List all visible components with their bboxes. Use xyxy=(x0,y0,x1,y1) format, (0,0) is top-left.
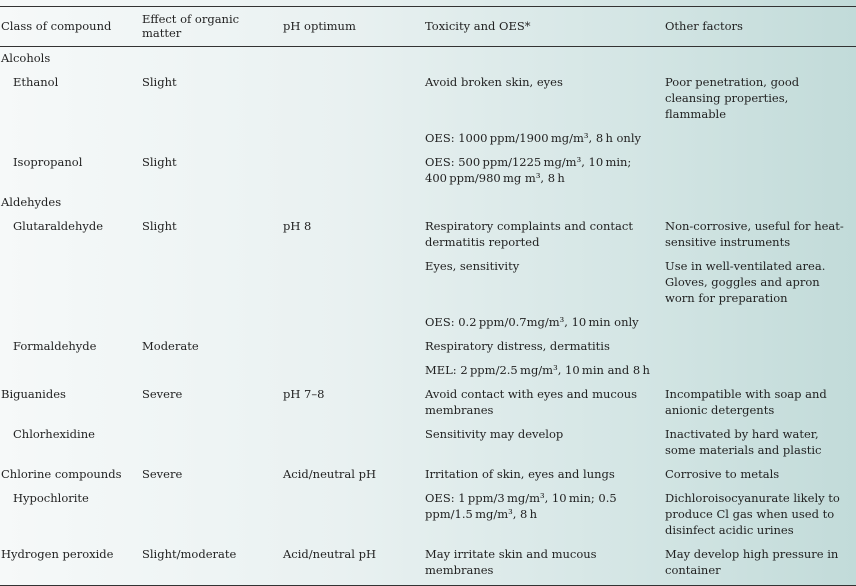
cell-ph xyxy=(282,423,424,463)
cell-organic xyxy=(141,487,282,543)
cell-class: Isopropanol xyxy=(13,155,83,169)
table-row xyxy=(0,127,856,151)
disinfectant-table xyxy=(0,6,856,583)
cell-organic: Slight xyxy=(142,155,177,169)
cell-ph: pH 7–8 xyxy=(283,387,325,401)
cell-ph: Acid/neutral pH xyxy=(283,547,376,561)
table-row xyxy=(0,359,856,383)
cell-organic xyxy=(141,127,282,151)
cell-organic: Moderate xyxy=(142,339,199,353)
cell-toxicity: Avoid contact with eyes and mucous membranes xyxy=(425,387,638,417)
cell-class: Aldehydes xyxy=(1,195,62,209)
cell-toxicity: Eyes, sensitivity xyxy=(425,259,520,273)
cell-class: Biguanides xyxy=(1,387,66,401)
cell-other xyxy=(664,335,856,359)
cell-organic: Slight xyxy=(142,75,177,89)
cell-toxicity: OES: 1 ppm/3 mg/m³, 10 min; 0.5 ppm/1.5 mg/m³, 8 h xyxy=(425,491,619,521)
cell-other: Non-corrosive, useful for heat- sensitive instruments xyxy=(665,219,844,249)
cell-other xyxy=(664,47,856,72)
table-row xyxy=(0,215,856,255)
cell-ph: Acid/neutral pH xyxy=(283,467,376,481)
cell-class: Glutaraldehyde xyxy=(13,219,104,233)
table-body xyxy=(0,47,856,584)
cell-organic: Slight/moderate xyxy=(142,547,237,561)
cell-other: Poor penetration, good cleansing properties, flammable xyxy=(665,75,800,121)
cell-ph xyxy=(282,359,424,383)
cell-organic: Slight xyxy=(142,219,177,233)
cell-class: Hypochlorite xyxy=(13,491,89,505)
cell-other: Incompatible with soap and anionic detergents xyxy=(665,387,827,417)
cell-toxicity: May irritate skin and mucous membranes xyxy=(425,547,597,577)
cell-ph xyxy=(282,311,424,335)
cell-other: Inactivated by hard water, some materials and plastic xyxy=(665,427,822,457)
cell-ph xyxy=(282,487,424,543)
table-row xyxy=(0,543,856,583)
cell-class xyxy=(0,359,141,383)
table-row xyxy=(0,47,856,72)
table-row xyxy=(0,311,856,335)
cell-ph xyxy=(282,47,424,72)
cell-other: Corrosive to metals xyxy=(665,467,780,481)
cell-toxicity: MEL: 2 ppm/2.5 mg/m³, 10 min and 8 h xyxy=(425,363,650,377)
cell-organic: Severe xyxy=(142,467,183,481)
cell-class xyxy=(0,255,141,311)
cell-toxicity: OES: 0.2 ppm/0.7mg/m³, 10 min only xyxy=(425,315,639,329)
cell-class: Hydrogen peroxide xyxy=(1,547,114,561)
header-class: Class of compound xyxy=(1,19,112,33)
cell-toxicity: OES: 500 ppm/1225 mg/m³, 10 min; 400 ppm/980 mg m³, 8 h xyxy=(425,155,632,185)
cell-toxicity: Sensitivity may develop xyxy=(425,427,564,441)
cell-class: Chlorine compounds xyxy=(1,467,122,481)
cell-class xyxy=(0,127,141,151)
cell-organic xyxy=(141,423,282,463)
cell-ph xyxy=(282,127,424,151)
cell-other: May develop high pressure in container xyxy=(665,547,839,577)
cell-ph xyxy=(282,191,424,215)
cell-toxicity: Respiratory complaints and contact dermatitis reported xyxy=(425,219,633,249)
cell-organic xyxy=(141,47,282,72)
cell-toxicity xyxy=(424,47,664,72)
table-row xyxy=(0,71,856,127)
cell-organic: Severe xyxy=(142,387,183,401)
cell-organic xyxy=(141,359,282,383)
cell-ph xyxy=(282,151,424,191)
cell-other: Use in well-ventilated area. Gloves, goggles and apron worn for preparation xyxy=(665,259,826,305)
table-row xyxy=(0,335,856,359)
cell-class: Formaldehyde xyxy=(13,339,97,353)
header-other: Other factors xyxy=(665,19,743,33)
table-row xyxy=(0,463,856,487)
cell-other xyxy=(664,311,856,335)
table-row xyxy=(0,383,856,423)
cell-toxicity xyxy=(424,191,664,215)
cell-ph xyxy=(282,255,424,311)
cell-toxicity: OES: 1000 ppm/1900 mg/m³, 8 h only xyxy=(425,131,642,145)
cell-organic xyxy=(141,311,282,335)
header-toxicity: Toxicity and OES* xyxy=(425,19,531,33)
cell-other: Dichloroisocyanurate likely to produce Cl gas when used to disinfect acidic urines xyxy=(665,491,840,537)
header-ph: pH optimum xyxy=(283,19,356,33)
cell-class: Alcohols xyxy=(1,51,51,65)
cell-other xyxy=(664,151,856,191)
cell-ph xyxy=(282,71,424,127)
cell-class: Ethanol xyxy=(13,75,59,89)
header-row xyxy=(0,7,856,47)
header-organic: Effect of organic matter xyxy=(142,12,240,40)
cell-other xyxy=(664,127,856,151)
cell-organic xyxy=(141,191,282,215)
cell-other xyxy=(664,359,856,383)
cell-toxicity: Avoid broken skin, eyes xyxy=(425,75,563,89)
cell-ph: pH 8 xyxy=(283,219,312,233)
cell-toxicity: Irritation of skin, eyes and lungs xyxy=(425,467,615,481)
cell-class xyxy=(0,311,141,335)
cell-other xyxy=(664,191,856,215)
cell-class: Chlorhexidine xyxy=(13,427,95,441)
cell-organic xyxy=(141,255,282,311)
cell-toxicity: Respiratory distress, dermatitis xyxy=(425,339,610,353)
table-row xyxy=(0,151,856,191)
table-row xyxy=(0,487,856,543)
table-row xyxy=(0,255,856,311)
table-row xyxy=(0,191,856,215)
cell-ph xyxy=(282,335,424,359)
table-row xyxy=(0,423,856,463)
